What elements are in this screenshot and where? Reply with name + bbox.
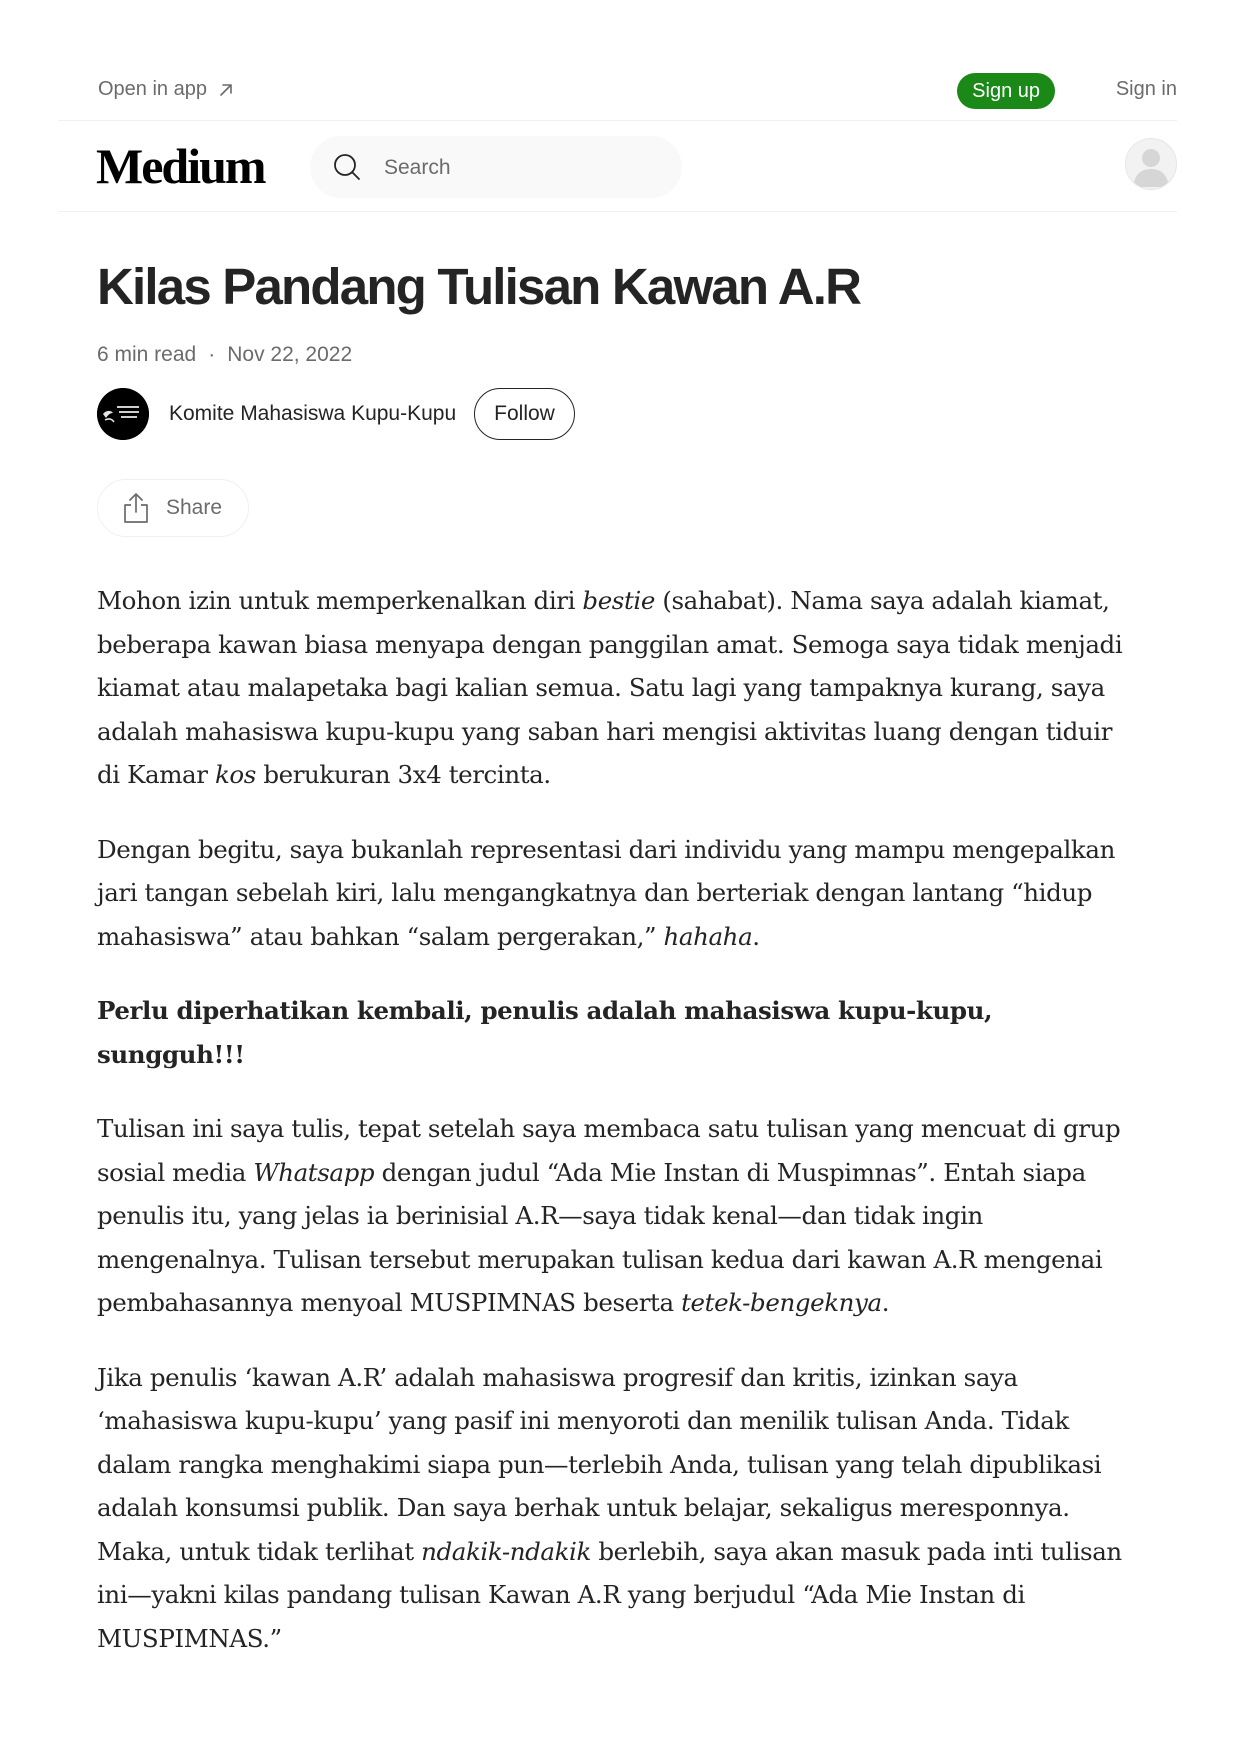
author-avatar[interactable] [97,388,149,440]
text-run: berlebih, saya akan masuk pada inti tulisan ini—yakni kilas pandang tulisan Kawan A.R yang berjudul “Ada Mie Instan di MUSPIMNAS.” [97,1536,1122,1653]
arrow-up-right-icon [217,81,235,99]
article-paragraph [97,1107,1142,1325]
text-run: Jika penulis ‘kawan A.R’ adalah mahasiswa progresif dan kritis, izinkan saya ‘mahasiswa kupu-kupu’ yang pasif ini menyoroti dan menilik tulisan Anda. Tidak dalam rangka menghakimi siapa pun—terlebih Anda, tulisan yang telah dipublikasi adalah konsumsi publik. Dan saya berhak untuk belajar, sekaligus meresponnya. Maka, untuk tidak terlihat [97,1362,1102,1566]
article-title: Kilas Pandang Tulisan Kawan A.R [97,258,861,315]
read-time: 6 min read [97,343,197,367]
article-paragraph [97,1356,1142,1661]
article-paragraph [97,989,1142,1076]
share-button[interactable] [97,479,249,537]
author-logo-icon [97,388,149,440]
top-bar [58,64,1177,121]
text-run: Mohon izin untuk memperkenalkan diri [97,586,583,616]
article-meta [97,343,1142,367]
text-run: Tulisan ini saya tulis, tepat setelah saya membaca satu tulisan yang mencuat di grup sosial media [97,1114,1121,1187]
italic-text: tetek-bengeknya [681,1288,882,1318]
article [97,256,1142,1691]
author-row [97,387,1142,441]
article-paragraph [97,828,1142,959]
text-run: Dengan begitu, saya bukanlah representasi dari individu yang mampu mengepalkan jari tangan sebelah kiri, lalu mengangkatnya dan berteriak dengan lantang “hidup mahasiswa” atau bahkan “salam pergerakan,” [97,834,1115,951]
italic-text: bestie [582,586,655,616]
open-in-app-label: Open in app [98,78,207,100]
text-run: . [752,921,760,951]
italic-text: hahaha [663,921,753,951]
italic-text: kos [214,760,256,790]
text-run: berukuran 3x4 tercinta. [255,760,551,790]
open-in-app-link[interactable] [98,78,235,101]
sign-in-link[interactable]: Sign in [1115,78,1177,100]
user-silhouette-icon [1126,139,1176,189]
article-paragraph [97,579,1142,797]
text-run: dengan judul “Ada Mie Instan di Muspimnas”. Entah siapa penulis itu, yang jelas ia berinisial A.R—saya tidak kenal—dan tidak ingin mengenalnya. Tulisan tersebut merupakan tulisan kedua dari kawan A.R mengenai pembahasannya menyoal MUSPIMNAS beserta [97,1157,1103,1318]
share-icon [122,492,150,524]
text-run: (sahabat). Nama saya adalah kiamat, beberapa kawan biasa menyapa dengan panggilan amat. Semoga saya tidak menjadi kiamat atau malapetaka bagi kalian semua. Satu lagi yang tampaknya kurang, saya adalah mahasiswa kupu-kupu yang saban hari mengisi aktivitas luang dengan tiduir di Kamar [97,586,1123,790]
user-avatar-icon[interactable] [1125,138,1177,190]
italic-text: ndakik-ndakik [421,1536,591,1566]
author-name[interactable]: Komite Mahasiswa Kupu-Kupu [169,402,457,426]
text-run: . [881,1288,890,1318]
search-bar[interactable] [310,136,682,198]
bold-text: Perlu diperhatikan kembali, penulis adalah mahasiswa kupu-kupu, sungguh!!! [97,996,993,1069]
site-header [58,121,1177,212]
medium-logo[interactable]: Medium [96,138,265,194]
article-body [97,579,1142,1660]
italic-text: Whatsapp [253,1157,375,1187]
search-input[interactable] [382,148,666,188]
follow-button[interactable]: Follow [474,388,575,440]
search-icon [332,152,362,182]
sign-up-button[interactable]: Sign up [957,73,1055,109]
publish-date: Nov 22, 2022 [227,343,353,367]
meta-separator: · [208,343,216,367]
share-label: Share [166,496,223,520]
